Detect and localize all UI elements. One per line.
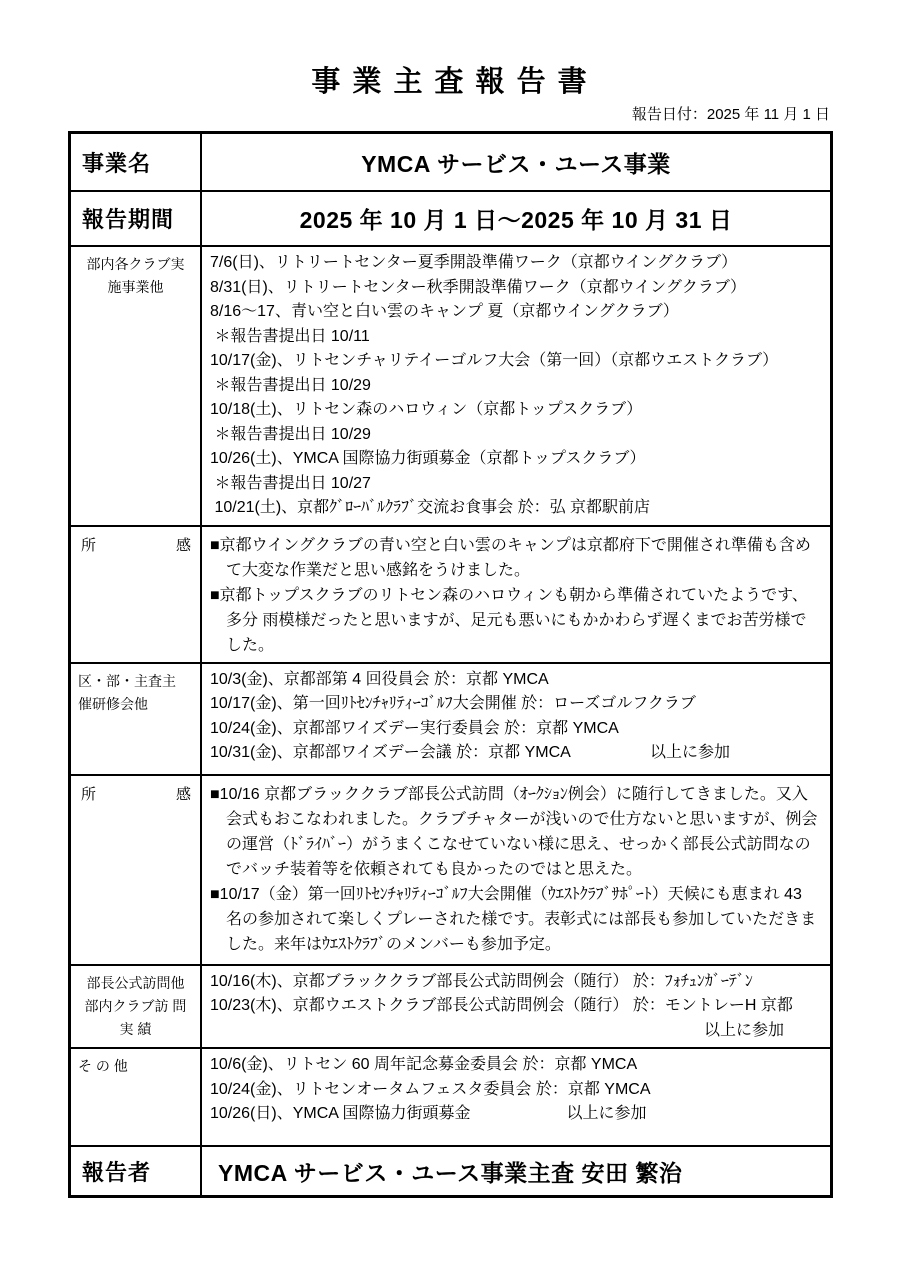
comment-paragraph: ■10/16 京都ブラッククラブ部長公式訪問（ｵｰｸｼｮﾝ例会）に随行してきました。又入会式もおこなわれました。クラブチャターが浅いので仕方ないと思いますが、例会の運営（ﾄﾞﾗｲﾊﾞｰ）がうまくこなせていない様に思え、せっかく部長公式訪問なのでバッチ装着等を依頼されても良かったのではと思えた。 — [210, 785, 818, 878]
row-label-impressions-1 — [71, 527, 202, 662]
report-table — [68, 131, 833, 1198]
content-line: 10/3(金)、京都部第 4 回役員会 於：京都 YMCA — [210, 670, 549, 688]
content-line: 10/17(金)、第一回ﾘﾄｾﾝﾁｬﾘﾃｨｰｺﾞﾙﾌ大会開催 於：ローズゴルフクラブ — [210, 695, 696, 712]
content-line: 10/31(金)、京都部ワイズデー会議 於：京都 YMCA 以上に参加 — [210, 744, 730, 761]
row-content-impressions-1 — [202, 527, 830, 662]
row-impressions-2 — [71, 774, 830, 964]
row-label-district-meetings — [71, 664, 202, 774]
content-line: 10/16(木)、京都ブラッククラブ部長公式訪問例会（随行） 於：ﾌｫﾁｭﾝｶﾞｰﾃﾞﾝ — [210, 972, 753, 990]
page-title: 事 業 主 査 報 告 書 — [311, 66, 589, 98]
row-label-line: 部内各クラブ実 — [86, 256, 185, 272]
row-content-business-name: YMCA サービス・ユース事業 — [361, 150, 671, 177]
row-label-impressions-2 — [71, 776, 202, 964]
row-label-line: 実 績 — [119, 1020, 152, 1037]
row-business-name — [71, 134, 830, 190]
content-line: 7/6(日)、リトリートセンター夏季開設準備ワーク（京都ウイングクラブ） — [210, 254, 738, 271]
row-label-club-events — [71, 247, 202, 525]
row-label-line: 区・部・主査主 — [78, 672, 176, 689]
row-content-report-period: 2025 年 10 月 1 日～2025 年 10 月 31 日 — [299, 207, 733, 233]
row-content-impressions-2 — [202, 776, 830, 964]
comment-paragraph: ■10/17（金）第一回ﾘﾄｾﾝﾁｬﾘﾃｨｰｺﾞﾙﾌ大会開催（ｳｴｽﾄｸﾗﾌﾞｻﾎﾟｰﾄ）天候にも恵まれ 43 名の参加されて楽しくプレーされた様です。表彰式には部長も参加していただきました。来年はｳｴｽﾄｸﾗﾌﾞのメンバーも参加予定。 — [210, 885, 817, 953]
row-label-line: 施事業他 — [107, 279, 164, 295]
row-others — [71, 1047, 830, 1145]
row-label-line: 催研修会他 — [78, 695, 148, 712]
content-line: 8/16～17、青い空と白い雲のキャンプ 夏（京都ウイングクラブ） — [210, 303, 679, 320]
row-label-business-name: 事業名 — [71, 134, 202, 190]
report-date: 報告日付：2025 年 11 月 1 日 — [631, 106, 830, 123]
content-line: ＊報告書提出日 10/29 — [210, 425, 371, 443]
content-line: ＊報告書提出日 10/29 — [210, 376, 371, 394]
row-label-part: 感 — [175, 536, 191, 554]
row-club-events — [71, 245, 830, 525]
row-impressions-1 — [71, 525, 830, 662]
content-line: 以上に参加 — [703, 1021, 784, 1039]
content-line: 10/17(金)、リトセンチャリテイーゴルフ大会（第一回）（京都ウエストクラブ） — [210, 352, 779, 369]
row-label-report-period: 報告期間 — [71, 192, 202, 245]
content-line: 10/21(土)、京都ｸﾞﾛｰﾊﾞﾙｸﾗﾌﾞ交流お食事会 於：弘 京都駅前店 — [210, 499, 651, 516]
row-report-period — [71, 190, 830, 245]
content-line: 10/24(金)、リトセンオータムフェスタ委員会 於：京都 YMCA — [210, 1080, 651, 1098]
content-line: 8/31(日)、リトリートセンター秋季開設準備ワーク（京都ウイングクラブ） — [210, 278, 747, 296]
row-label-part: 感 — [175, 785, 191, 803]
row-label-others — [71, 1049, 202, 1145]
comment-paragraph: ■京都トップスクラブのリトセン森のハロウィンも朝から準備されていたようです、多分 雨模様だったと思いますが、足元も悪いにもかかわらず遅くまでお苦労様でした。 — [210, 586, 808, 654]
row-label-part: 所 — [81, 785, 97, 803]
row-label-line: そ の 他 — [78, 1058, 128, 1074]
content-line: ＊報告書提出日 10/11 — [210, 327, 370, 345]
row-label-part: 所 — [81, 536, 97, 554]
row-content-club-events — [202, 247, 830, 525]
content-line: 10/6(金)、リトセン 60 周年記念募金委員会 於：京都 YMCA — [210, 1056, 638, 1073]
content-line: ＊報告書提出日 10/27 — [210, 474, 371, 492]
comment-paragraph: ■京都ウイングクラブの青い空と白い雲のキャンプは京都府下で開催され準備も含めて大変な作業だと思い感銘をうけました。 — [210, 536, 811, 579]
row-label-line: 部内クラブ訪 問 — [84, 997, 187, 1014]
row-reporter — [71, 1145, 830, 1195]
content-line: 10/24(金)、京都部ワイズデー実行委員会 於：京都 YMCA — [210, 719, 619, 737]
row-content-reporter: YMCA サービス・ユース事業主査 安田 繁治 — [218, 1159, 683, 1186]
row-label-line: 部長公式訪問他 — [86, 974, 185, 991]
row-content-others — [202, 1049, 830, 1145]
content-line: 10/26(土)、YMCA 国際協力街頭募金（京都トップスクラブ） — [210, 450, 646, 467]
row-district-meetings — [71, 662, 830, 774]
row-content-official-visits — [202, 966, 830, 1048]
content-line: 10/26(日)、YMCA 国際協力街頭募金 以上に参加 — [210, 1105, 647, 1122]
content-line: 10/18(土)、リトセン森のハロウィン（京都トップスクラブ） — [210, 401, 643, 418]
row-content-district-meetings — [202, 664, 830, 774]
content-line: 10/23(木)、京都ウエストクラブ部長公式訪問例会（随行） 於：モントレーH 京都 — [210, 997, 793, 1014]
row-official-visits — [71, 964, 830, 1048]
row-label-reporter: 報告者 — [71, 1147, 202, 1195]
row-label-official-visits — [71, 966, 202, 1048]
